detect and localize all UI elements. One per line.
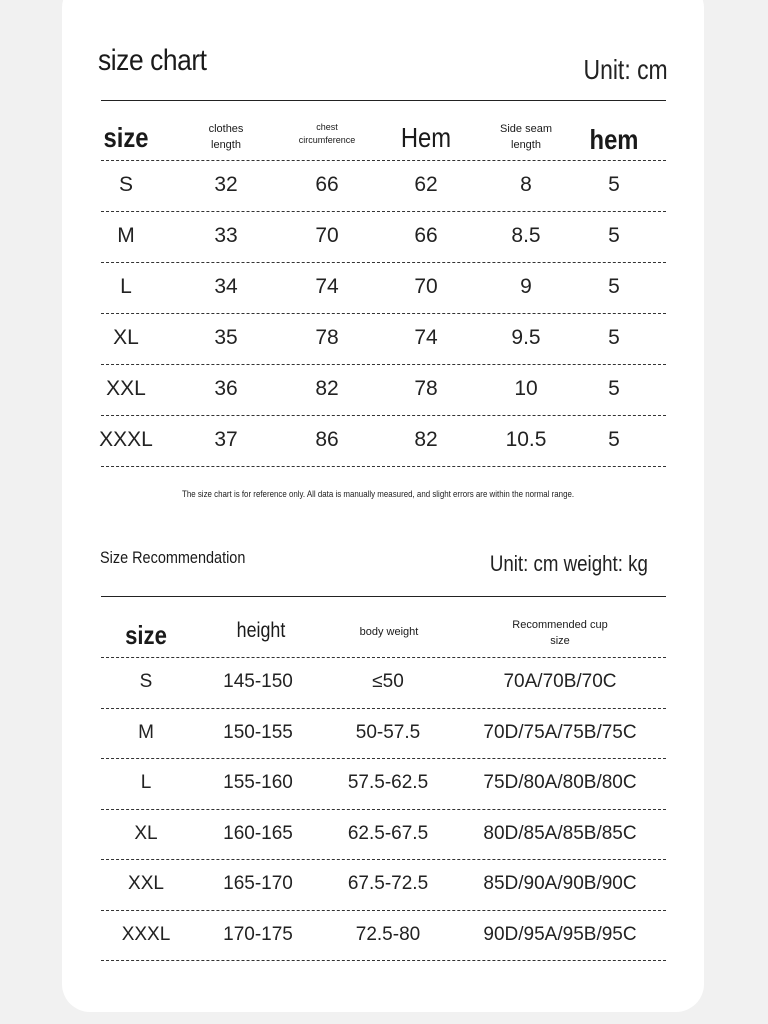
size-cell: XXXL: [121, 923, 171, 945]
header-size: size: [125, 620, 167, 650]
row-divider: [101, 758, 666, 759]
size-cell: XXXL: [99, 428, 153, 451]
table-cell: 85D/90A/90B/90C: [483, 873, 637, 894]
row-divider: [101, 160, 666, 161]
table-cell: 70: [315, 224, 339, 247]
header-height: height: [236, 619, 286, 642]
table-cell: 50-57.5: [355, 721, 421, 743]
table-cell: 9: [520, 275, 532, 298]
table-cell: 74: [414, 326, 438, 349]
table-cell: 82: [315, 377, 339, 400]
header-chest-line1: chest: [316, 122, 338, 132]
table-cell: 165-170: [223, 873, 293, 894]
size-cell: XL: [134, 822, 158, 844]
table-cell: 8: [520, 173, 532, 196]
header-cup-line1: Recommended cup: [512, 619, 608, 631]
table-cell: 82: [414, 428, 438, 451]
table-cell: 66: [414, 224, 438, 247]
table-cell: 160-165: [223, 822, 293, 844]
row-divider: [101, 809, 666, 810]
table-cell: 5: [608, 377, 620, 400]
header-clothes-length: [209, 121, 244, 153]
size-recommendation-unit: Unit: cm weight: kg: [490, 551, 648, 576]
table-cell: 78: [315, 326, 339, 349]
table-cell: 36: [214, 377, 238, 400]
table-cell: 78: [414, 377, 438, 400]
size-recommendation-title: Size Recommendation: [100, 548, 246, 567]
table-cell: 34: [214, 275, 238, 298]
table-cell: 70D/75A/75B/75C: [483, 721, 637, 743]
row-divider: [101, 859, 666, 860]
row-divider: [101, 657, 666, 658]
header-chest-circumference: [299, 121, 356, 147]
table-cell: 9.5: [511, 326, 541, 349]
size-cell: S: [139, 671, 153, 692]
table-cell: 67.5-72.5: [347, 873, 429, 894]
header-body-weight: body weight: [359, 626, 419, 638]
table-cell: 5: [608, 224, 620, 247]
table-cell: 62: [414, 173, 438, 196]
table-cell: 10.5: [505, 428, 547, 451]
row-divider: [101, 708, 666, 709]
table-cell: 90D/95A/95B/95C: [483, 923, 637, 945]
table-cell: 5: [608, 428, 620, 451]
table-cell: 86: [315, 428, 339, 451]
table-cell: 32: [214, 173, 238, 196]
size-cell: S: [118, 173, 134, 196]
header-chest-line2: circumference: [298, 135, 356, 145]
row-divider: [101, 211, 666, 212]
size-chart-unit: Unit: cm: [583, 54, 668, 85]
table-cell: 33: [214, 224, 238, 247]
header-cup-line2: size: [550, 635, 570, 647]
size-cell: L: [140, 772, 152, 793]
size-cell: M: [117, 224, 135, 247]
table-cell: 5: [608, 275, 620, 298]
table-cell: 5: [608, 173, 620, 196]
size-cell: L: [120, 275, 132, 298]
table-cell: 80D/85A/85B/85C: [483, 822, 637, 844]
row-divider: [101, 262, 666, 263]
table-cell: 155-160: [223, 772, 293, 793]
table-cell: 74: [315, 275, 339, 298]
row-divider: [101, 466, 666, 467]
table-cell: 35: [214, 326, 238, 349]
size-cell: XXL: [128, 873, 164, 894]
row-divider: [101, 910, 666, 911]
header-size: size: [103, 122, 149, 153]
header-hem-2: hem: [589, 124, 639, 155]
table-cell: 150-155: [223, 721, 293, 743]
size-chart-note: The size chart is for reference only. All data is manually measured, and slight errors are within the normal range.: [182, 489, 575, 499]
header-clothes-length-line1: clothes: [208, 123, 244, 135]
size-cell: M: [138, 721, 154, 743]
table-cell: 62.5-67.5: [347, 822, 429, 844]
header-side-seam-line2: length: [511, 139, 541, 151]
size-recommendation-top-rule: [101, 596, 666, 597]
table-cell: 72.5-80: [355, 923, 421, 945]
table-cell: 75D/80A/80B/80C: [483, 772, 637, 793]
size-cell: XXL: [106, 377, 146, 400]
header-recommended-cup-size: [512, 617, 607, 649]
size-chart-title: size chart: [98, 44, 207, 77]
table-cell: 10: [514, 377, 538, 400]
table-cell: 70A/70B/70C: [503, 671, 617, 692]
table-cell: 66: [315, 173, 339, 196]
header-side-seam-length: [500, 121, 552, 153]
size-chart-top-rule: [101, 100, 666, 101]
table-cell: 70: [414, 275, 438, 298]
header-hem: Hem: [400, 122, 452, 153]
header-clothes-length-line2: length: [211, 139, 241, 151]
row-divider: [101, 313, 666, 314]
header-side-seam-line1: Side seam: [500, 123, 552, 135]
row-divider: [101, 364, 666, 365]
table-cell: 5: [608, 326, 620, 349]
table-cell: 57.5-62.5: [347, 772, 429, 793]
table-cell: 170-175: [223, 923, 293, 945]
row-divider: [101, 415, 666, 416]
size-cell: XL: [113, 326, 139, 349]
table-cell: ≤50: [372, 671, 404, 692]
table-cell: 37: [214, 428, 238, 451]
table-cell: 8.5: [511, 224, 541, 247]
row-divider: [101, 960, 666, 961]
table-cell: 145-150: [223, 671, 293, 692]
